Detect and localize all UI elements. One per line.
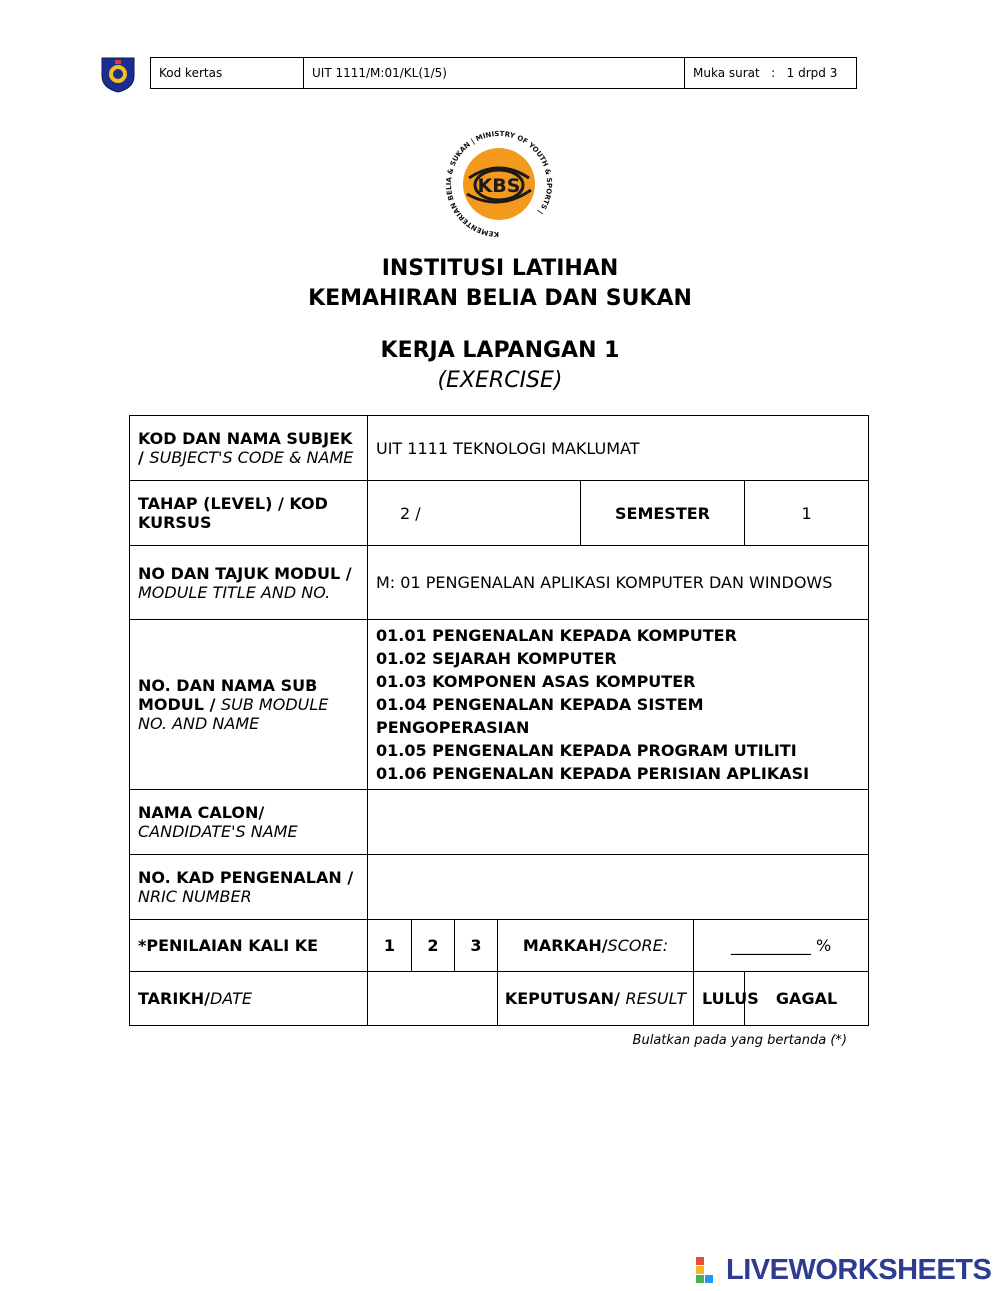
submodule-item: 01.01 PENGENALAN KEPADA KOMPUTER (376, 626, 737, 645)
submodule-item: 01.05 PENGENALAN KEPADA PROGRAM UTILITI (376, 741, 797, 760)
title-line-4: (EXERCISE) (437, 368, 563, 393)
assessment-option-1[interactable]: 1 (368, 920, 412, 972)
nric-field[interactable] (368, 855, 869, 920)
date-label: TARIKH/DATE (130, 972, 368, 1026)
kbs-logo-text: KBS (477, 175, 521, 197)
candidate-name-field[interactable] (368, 790, 869, 855)
liveworksheets-watermark (696, 1254, 991, 1286)
date-field[interactable] (368, 972, 498, 1026)
level-value: 2 / (368, 481, 581, 546)
kbs-ring-text: KEMENTERIAN BELIA & SUKAN | MINISTRY OF YOUTH & SPORTS | (445, 129, 554, 239)
module-value: M: 01 PENGENALAN APLIKASI KOMPUTER DAN WINDOWS (368, 546, 869, 620)
title-line-1: INSTITUSI LATIHAN (381, 256, 619, 281)
semester-label: SEMESTER (581, 481, 745, 546)
page-number: Muka surat : 1 drpd 3 (685, 58, 857, 89)
date-row (130, 972, 869, 1026)
result-pass-option[interactable]: LULUS (694, 972, 745, 1026)
nric-label: NO. KAD PENGENALAN / NRIC NUMBER (130, 855, 368, 920)
paper-code-value: UIT 1111/M:01/KL(1/5) (304, 58, 685, 89)
assessment-option-2[interactable]: 2 (412, 920, 455, 972)
result-label: KEPUTUSAN/ RESULT (498, 972, 694, 1026)
candidate-label: NAMA CALON/ CANDIDATE'S NAME (130, 790, 368, 855)
candidate-form (129, 415, 869, 1026)
module-row (130, 546, 869, 620)
module-label: NO DAN TAJUK MODUL / MODULE TITLE AND NO. (130, 546, 368, 620)
submodule-item: 01.02 SEJARAH KOMPUTER (376, 649, 617, 668)
submodule-label: NO. DAN NAMA SUB MODUL / SUB MODULE NO. AND NAME (130, 620, 368, 790)
submodule-list (368, 620, 869, 790)
assessment-row (130, 920, 869, 972)
title-line-2: KEMAHIRAN BELIA DAN SUKAN (308, 286, 692, 311)
submodule-item: 01.06 PENGENALAN KEPADA PERISIAN APLIKASI (376, 764, 810, 783)
nric-row (130, 855, 869, 920)
submodule-item: 01.04 PENGENALAN KEPADA SISTEM PENGOPERASIAN (376, 695, 704, 737)
subject-label: KOD DAN NAMA SUBJEK / SUBJECT'S CODE & NAME (130, 416, 368, 481)
title-line-3: KERJA LAPANGAN 1 (380, 338, 620, 363)
footnote: Bulatkan pada yang bertanda (*) (632, 1033, 847, 1048)
result-fail-option[interactable]: GAGAL (745, 972, 869, 1026)
document-header (150, 57, 857, 89)
level-label: TAHAP (LEVEL) / KOD KURSUS (130, 481, 368, 546)
semester-value: 1 (745, 481, 869, 546)
submodule-row (130, 620, 869, 790)
assessment-label: *PENILAIAN KALI KE (130, 920, 368, 972)
assessment-option-3[interactable]: 3 (455, 920, 498, 972)
subject-value: UIT 1111 TEKNOLOGI MAKLUMAT (368, 416, 869, 481)
subject-row (130, 416, 869, 481)
candidate-row (130, 790, 869, 855)
score-label: MARKAH/SCORE: (498, 920, 694, 972)
liveworksheets-text: LIVEWORKSHEETS (726, 1253, 992, 1286)
institute-crest (98, 54, 138, 94)
kbs-logo (437, 128, 561, 240)
level-row (130, 481, 869, 546)
liveworksheets-icon (696, 1257, 722, 1283)
paper-code-label: Kod kertas (151, 58, 304, 89)
score-field[interactable]: __________ % (694, 920, 869, 972)
submodule-item: 01.03 KOMPONEN ASAS KOMPUTER (376, 672, 696, 691)
